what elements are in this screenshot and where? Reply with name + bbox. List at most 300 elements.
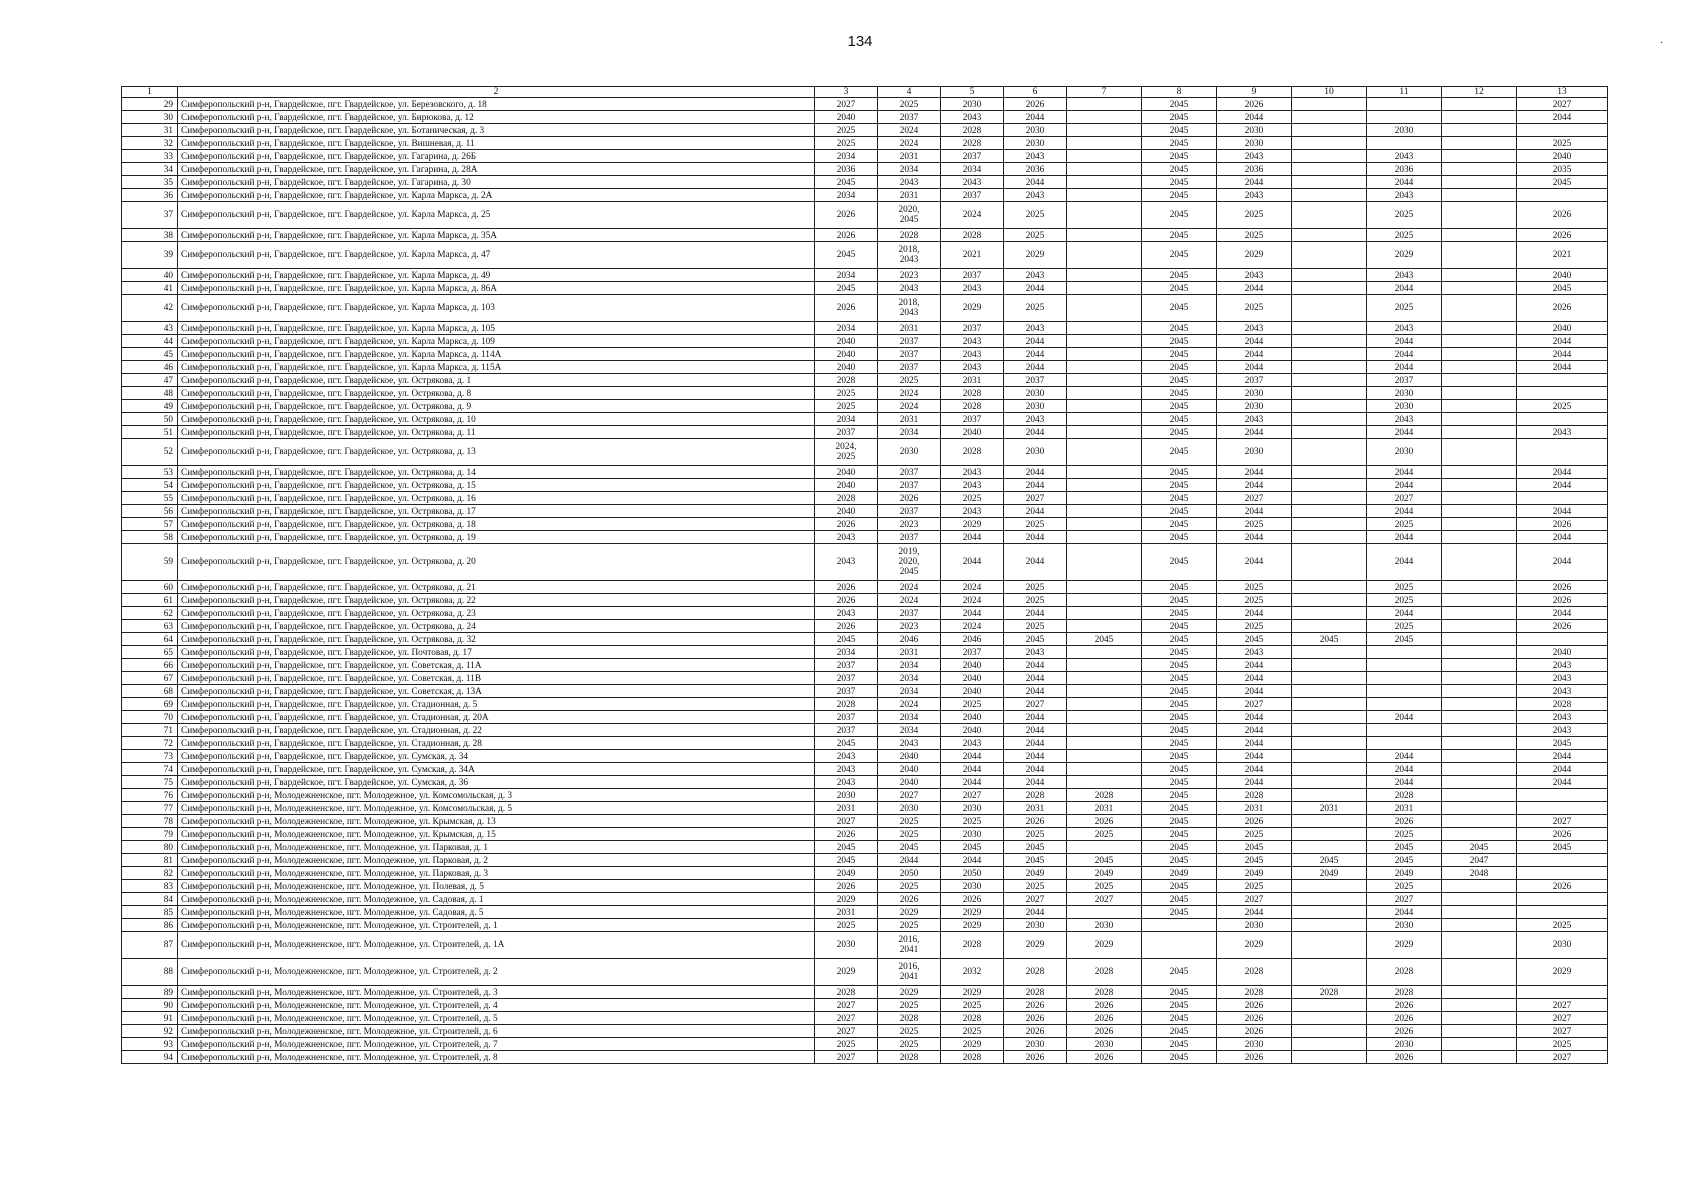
year-cell: 2040	[815, 348, 878, 361]
year-cell: 2045	[1142, 124, 1217, 137]
year-cell: 2026	[815, 295, 878, 322]
year-cell: 2043	[941, 282, 1004, 295]
year-cell: 2025	[941, 492, 1004, 505]
year-cell: 2025	[941, 698, 1004, 711]
year-cell: 2028	[878, 1051, 941, 1064]
year-cell: 2044	[1004, 737, 1067, 750]
year-cell: 2025	[1367, 594, 1442, 607]
year-cell: 2028	[1292, 986, 1367, 999]
year-cell: 2030	[1367, 124, 1442, 137]
year-cell: 2037	[878, 531, 941, 544]
year-cell: 2045	[815, 176, 878, 189]
year-cell: 2029	[1004, 242, 1067, 269]
year-cell: 2049	[815, 867, 878, 880]
year-cell: 2044	[1004, 335, 1067, 348]
row-number-cell: 84	[122, 893, 178, 906]
year-cell: 2026	[815, 518, 878, 531]
table-row	[122, 737, 1608, 750]
year-cell: 2043	[1367, 150, 1442, 163]
year-cell: 2045	[1142, 815, 1217, 828]
year-cell	[1517, 439, 1608, 466]
year-cell: 2045	[1292, 633, 1367, 646]
year-cell: 2029	[878, 986, 941, 999]
column-header: 12	[1442, 87, 1517, 98]
year-cell: 2045	[1517, 282, 1608, 295]
year-cell: 2044	[1217, 111, 1292, 124]
address-cell: Симферопольский р-н, Гвардейское, пгт. Гвардейское, ул. Карла Маркса, д. 47	[178, 242, 815, 269]
year-cell: 2044	[1367, 479, 1442, 492]
year-cell: 2043	[941, 176, 1004, 189]
address-cell: Симферопольский р-н, Молодежненское, пгт. Молодежное, ул. Строителей, д. 3	[178, 986, 815, 999]
year-cell	[1442, 413, 1517, 426]
year-cell: 2043	[941, 737, 1004, 750]
year-cell: 2044	[1217, 906, 1292, 919]
row-number-cell: 40	[122, 269, 178, 282]
year-cell	[1067, 111, 1142, 124]
year-cell: 2037	[815, 659, 878, 672]
year-cell	[1517, 124, 1608, 137]
row-number-cell: 47	[122, 374, 178, 387]
year-cell: 2028	[1367, 789, 1442, 802]
year-cell	[1292, 1038, 1367, 1051]
row-number-cell: 75	[122, 776, 178, 789]
year-cell: 2043	[878, 176, 941, 189]
year-cell	[1442, 633, 1517, 646]
year-cell: 2040	[941, 711, 1004, 724]
year-cell: 2024	[941, 620, 1004, 633]
year-cell	[1292, 906, 1367, 919]
year-cell	[1067, 426, 1142, 439]
address-cell: Симферопольский р-н, Гвардейское, пгт. Гвардейское, ул. Острякова, д. 22	[178, 594, 815, 607]
year-cell: 2031	[815, 802, 878, 815]
year-cell: 2044	[1217, 335, 1292, 348]
year-cell: 2025	[1367, 518, 1442, 531]
table-row	[122, 594, 1608, 607]
year-cell	[1292, 348, 1367, 361]
year-cell: 2049	[1292, 867, 1367, 880]
table-row	[122, 229, 1608, 242]
year-cell: 2045	[1142, 163, 1217, 176]
row-number-cell: 94	[122, 1051, 178, 1064]
year-cell: 2030	[1004, 919, 1067, 932]
year-cell	[1067, 242, 1142, 269]
year-cell	[1067, 479, 1142, 492]
year-cell: 2030	[1217, 124, 1292, 137]
year-cell: 2028	[941, 137, 1004, 150]
year-cell: 2030	[1517, 932, 1608, 959]
year-cell: 2031	[1292, 802, 1367, 815]
year-cell: 2044	[941, 750, 1004, 763]
year-cell	[1292, 750, 1367, 763]
year-cell: 2030	[1004, 137, 1067, 150]
year-cell: 2044	[1367, 282, 1442, 295]
year-cell: 2029	[1367, 242, 1442, 269]
row-number-cell: 68	[122, 685, 178, 698]
row-number-cell: 29	[122, 98, 178, 111]
year-cell	[1442, 932, 1517, 959]
year-cell	[1517, 492, 1608, 505]
year-cell: 2026	[815, 880, 878, 893]
year-cell: 2026	[1004, 98, 1067, 111]
year-cell: 2045	[1217, 633, 1292, 646]
address-cell: Симферопольский р-н, Гвардейское, пгт. Гвардейское, ул. Бирюкова, д. 12	[178, 111, 815, 124]
year-cell: 2027	[815, 815, 878, 828]
year-cell: 2037	[1367, 374, 1442, 387]
year-cell	[1442, 815, 1517, 828]
year-cell	[1292, 776, 1367, 789]
year-cell: 2044	[1004, 763, 1067, 776]
row-number-cell: 86	[122, 919, 178, 932]
year-cell: 2025	[1217, 295, 1292, 322]
year-cell	[1067, 189, 1142, 202]
year-cell	[1067, 176, 1142, 189]
year-cell	[1442, 750, 1517, 763]
year-cell	[1442, 137, 1517, 150]
year-cell: 2045	[1142, 374, 1217, 387]
year-cell: 2027	[1217, 698, 1292, 711]
year-cell: 2025	[941, 1025, 1004, 1038]
year-cell: 2030	[1217, 439, 1292, 466]
year-cell	[1292, 426, 1367, 439]
year-cell: 2026	[815, 202, 878, 229]
year-cell: 2043	[1217, 413, 1292, 426]
year-cell: 2045	[1142, 986, 1217, 999]
year-cell	[1292, 189, 1367, 202]
year-cell: 2027	[1517, 1051, 1608, 1064]
year-cell: 2037	[878, 505, 941, 518]
address-cell: Симферопольский р-н, Гвардейское, пгт. Гвардейское, ул. Карла Маркса, д. 105	[178, 322, 815, 335]
year-cell: 2045	[1142, 189, 1217, 202]
year-cell: 2029	[1367, 932, 1442, 959]
year-cell: 2043	[878, 282, 941, 295]
year-cell	[1067, 737, 1142, 750]
year-cell: 2035	[1517, 163, 1608, 176]
year-cell: 2025	[941, 815, 1004, 828]
year-cell: 2025	[878, 1038, 941, 1051]
year-cell: 2025	[1517, 1038, 1608, 1051]
year-cell: 2025	[1004, 202, 1067, 229]
year-cell: 2026	[1004, 1025, 1067, 1038]
year-cell: 2030	[941, 98, 1004, 111]
year-cell: 2030	[878, 802, 941, 815]
year-cell: 2025	[815, 124, 878, 137]
address-cell: Симферопольский р-н, Гвардейское, пгт. Гвардейское, ул. Острякова, д. 32	[178, 633, 815, 646]
address-cell: Симферопольский р-н, Молодежненское, пгт. Молодежное, ул. Строителей, д. 6	[178, 1025, 815, 1038]
year-cell: 2026	[1217, 98, 1292, 111]
table-row	[122, 999, 1608, 1012]
year-cell: 2026	[1217, 1051, 1292, 1064]
year-cell	[1292, 518, 1367, 531]
table-row	[122, 163, 1608, 176]
year-cell: 2029	[1217, 242, 1292, 269]
year-cell	[1292, 815, 1367, 828]
year-cell	[1292, 111, 1367, 124]
year-cell	[1292, 646, 1367, 659]
column-header: 6	[1004, 87, 1067, 98]
year-cell: 2045	[1142, 633, 1217, 646]
year-cell	[1442, 387, 1517, 400]
year-cell: 2026	[1367, 815, 1442, 828]
row-number-cell: 83	[122, 880, 178, 893]
corner-mark: ·	[1660, 38, 1664, 49]
year-cell: 2026	[878, 492, 941, 505]
table-row	[122, 815, 1608, 828]
year-cell	[1442, 544, 1517, 581]
year-cell: 2045	[815, 633, 878, 646]
year-cell: 2044	[1217, 282, 1292, 295]
year-cell: 2040	[941, 724, 1004, 737]
address-cell: Симферопольский р-н, Молодежненское, пгт. Молодежное, ул. Строителей, д. 7	[178, 1038, 815, 1051]
year-cell: 2025	[1517, 137, 1608, 150]
year-cell	[1067, 724, 1142, 737]
table-row	[122, 776, 1608, 789]
year-cell: 2027	[1004, 893, 1067, 906]
year-cell: 2025	[941, 999, 1004, 1012]
year-cell: 2025	[1217, 880, 1292, 893]
year-cell: 2025	[1517, 400, 1608, 413]
year-cell: 2028	[941, 387, 1004, 400]
year-cell: 2043	[1367, 269, 1442, 282]
year-cell: 2044	[1367, 505, 1442, 518]
year-cell: 2027	[1004, 492, 1067, 505]
table-row	[122, 672, 1608, 685]
year-cell: 2037	[878, 607, 941, 620]
year-cell: 2044	[1004, 672, 1067, 685]
year-cell: 2045	[1142, 98, 1217, 111]
table-row	[122, 633, 1608, 646]
year-cell: 2037	[878, 361, 941, 374]
year-cell: 2027	[815, 1025, 878, 1038]
table-row	[122, 374, 1608, 387]
year-cell: 2044	[1517, 750, 1608, 763]
year-cell: 2027	[815, 1012, 878, 1025]
year-cell: 2025	[1217, 581, 1292, 594]
year-cell: 2044	[1517, 607, 1608, 620]
year-cell	[1292, 999, 1367, 1012]
year-cell: 2044	[1367, 176, 1442, 189]
year-cell	[1442, 737, 1517, 750]
year-cell: 2044	[1367, 776, 1442, 789]
year-cell: 2043	[1217, 269, 1292, 282]
year-cell: 2026	[815, 229, 878, 242]
year-cell: 2028	[815, 492, 878, 505]
table-row	[122, 906, 1608, 919]
table-row	[122, 1051, 1608, 1064]
year-cell	[1292, 672, 1367, 685]
year-cell	[1292, 374, 1367, 387]
year-cell: 2025	[1004, 518, 1067, 531]
year-cell: 2027	[1517, 1012, 1608, 1025]
year-cell: 2045	[1142, 242, 1217, 269]
year-cell: 2045	[1142, 479, 1217, 492]
year-cell: 2045	[815, 242, 878, 269]
year-cell	[1442, 646, 1517, 659]
year-cell	[1442, 789, 1517, 802]
year-cell	[1517, 906, 1608, 919]
year-cell: 2026	[1004, 1051, 1067, 1064]
column-header: 9	[1217, 87, 1292, 98]
address-cell: Симферопольский р-н, Гвардейское, пгт. Гвардейское, ул. Карла Маркса, д. 115А	[178, 361, 815, 374]
year-cell: 2028	[1067, 959, 1142, 986]
year-cell: 2031	[878, 413, 941, 426]
year-cell	[1292, 685, 1367, 698]
year-cell: 2044	[1217, 479, 1292, 492]
row-number-cell: 50	[122, 413, 178, 426]
year-cell: 2018, 2043	[878, 295, 941, 322]
year-cell: 2048	[1442, 867, 1517, 880]
year-cell	[1292, 594, 1367, 607]
address-cell: Симферопольский р-н, Гвардейское, пгт. Гвардейское, ул. Сумская, д. 34А	[178, 763, 815, 776]
year-cell: 2036	[1217, 163, 1292, 176]
year-cell: 2028	[941, 439, 1004, 466]
table-row	[122, 867, 1608, 880]
year-cell	[1067, 335, 1142, 348]
year-cell	[1442, 1038, 1517, 1051]
address-cell: Симферопольский р-н, Гвардейское, пгт. Гвардейское, ул. Карла Маркса, д. 114А	[178, 348, 815, 361]
year-cell	[1067, 269, 1142, 282]
year-cell	[1067, 124, 1142, 137]
year-cell	[1292, 505, 1367, 518]
year-cell: 2025	[878, 815, 941, 828]
column-header: 1	[122, 87, 178, 98]
year-cell: 2044	[1217, 685, 1292, 698]
table-row	[122, 1038, 1608, 1051]
year-cell	[1292, 659, 1367, 672]
year-cell: 2044	[1217, 466, 1292, 479]
year-cell	[1367, 737, 1442, 750]
year-cell: 2044	[1004, 544, 1067, 581]
year-cell	[1442, 163, 1517, 176]
year-cell: 2045	[1142, 269, 1217, 282]
year-cell: 2049	[1142, 867, 1217, 880]
address-cell: Симферопольский р-н, Молодежненское, пгт. Молодежное, ул. Комсомольская, д. 3	[178, 789, 815, 802]
year-cell: 2044	[1367, 544, 1442, 581]
year-cell: 2025	[815, 919, 878, 932]
year-cell: 2044	[1517, 111, 1608, 124]
year-cell: 2025	[1367, 880, 1442, 893]
year-cell: 2040	[941, 685, 1004, 698]
year-cell	[1292, 492, 1367, 505]
table-row	[122, 150, 1608, 163]
year-cell: 2037	[815, 685, 878, 698]
row-number-cell: 76	[122, 789, 178, 802]
year-cell: 2034	[878, 659, 941, 672]
year-cell	[1292, 335, 1367, 348]
year-cell	[1292, 581, 1367, 594]
year-cell: 2018, 2043	[878, 242, 941, 269]
year-cell: 2027	[878, 789, 941, 802]
year-cell: 2045	[1142, 724, 1217, 737]
year-cell: 2026	[1004, 999, 1067, 1012]
year-cell: 2021	[1517, 242, 1608, 269]
table-row	[122, 295, 1608, 322]
year-cell: 2043	[1367, 322, 1442, 335]
year-cell	[1292, 150, 1367, 163]
year-cell: 2044	[1004, 531, 1067, 544]
year-cell: 2045	[1142, 295, 1217, 322]
year-cell	[1292, 919, 1367, 932]
year-cell: 2025	[1367, 581, 1442, 594]
table-row	[122, 518, 1608, 531]
year-cell: 2045	[1142, 229, 1217, 242]
row-number-cell: 64	[122, 633, 178, 646]
year-cell: 2025	[878, 999, 941, 1012]
year-cell: 2044	[1217, 426, 1292, 439]
year-cell	[1142, 919, 1217, 932]
year-cell: 2045	[1142, 776, 1217, 789]
column-header: 4	[878, 87, 941, 98]
year-cell	[1442, 479, 1517, 492]
row-number-cell: 43	[122, 322, 178, 335]
year-cell: 2044	[1004, 282, 1067, 295]
year-cell	[1067, 466, 1142, 479]
year-cell	[1442, 698, 1517, 711]
year-cell: 2045	[1142, 426, 1217, 439]
year-cell: 2029	[1067, 932, 1142, 959]
address-cell: Симферопольский р-н, Молодежненское, пгт. Молодежное, ул. Строителей, д. 1А	[178, 932, 815, 959]
year-cell: 2040	[815, 479, 878, 492]
year-cell: 2044	[1004, 685, 1067, 698]
year-cell: 2023	[878, 620, 941, 633]
year-cell	[1517, 789, 1608, 802]
year-cell	[1067, 607, 1142, 620]
row-number-cell: 62	[122, 607, 178, 620]
row-number-cell: 90	[122, 999, 178, 1012]
address-cell: Симферопольский р-н, Гвардейское, пгт. Гвардейское, ул. Сумская, д. 34	[178, 750, 815, 763]
year-cell: 2023	[878, 518, 941, 531]
year-cell: 2030	[1217, 137, 1292, 150]
year-cell: 2050	[878, 867, 941, 880]
year-cell: 2044	[1004, 711, 1067, 724]
year-cell: 2034	[815, 150, 878, 163]
year-cell: 2025	[1004, 880, 1067, 893]
year-cell: 2045	[1367, 854, 1442, 867]
year-cell	[1067, 776, 1142, 789]
year-cell: 2043	[1517, 672, 1608, 685]
year-cell	[1067, 544, 1142, 581]
header-row	[122, 87, 1608, 98]
year-cell: 2044	[1217, 544, 1292, 581]
year-cell: 2045	[1142, 789, 1217, 802]
year-cell	[1067, 659, 1142, 672]
year-cell	[1517, 374, 1608, 387]
year-cell	[1442, 124, 1517, 137]
year-cell: 2043	[815, 776, 878, 789]
year-cell: 2031	[1217, 802, 1292, 815]
year-cell: 2025	[1217, 828, 1292, 841]
year-cell: 2025	[1517, 919, 1608, 932]
year-cell: 2021	[941, 242, 1004, 269]
year-cell: 2043	[941, 335, 1004, 348]
table-row	[122, 711, 1608, 724]
address-cell: Симферопольский р-н, Молодежненское, пгт. Молодежное, ул. Полевая, д. 5	[178, 880, 815, 893]
table-row	[122, 828, 1608, 841]
address-cell: Симферопольский р-н, Гвардейское, пгт. Гвардейское, ул. Острякова, д. 19	[178, 531, 815, 544]
year-cell	[1067, 581, 1142, 594]
year-cell: 2034	[878, 426, 941, 439]
table-row	[122, 387, 1608, 400]
year-cell: 2037	[878, 348, 941, 361]
year-cell	[1517, 633, 1608, 646]
year-cell	[1292, 124, 1367, 137]
year-cell: 2037	[878, 111, 941, 124]
year-cell: 2044	[941, 854, 1004, 867]
table-row	[122, 750, 1608, 763]
year-cell: 2024, 2025	[815, 439, 878, 466]
year-cell	[1442, 659, 1517, 672]
year-cell: 2034	[815, 189, 878, 202]
year-cell: 2028	[941, 124, 1004, 137]
